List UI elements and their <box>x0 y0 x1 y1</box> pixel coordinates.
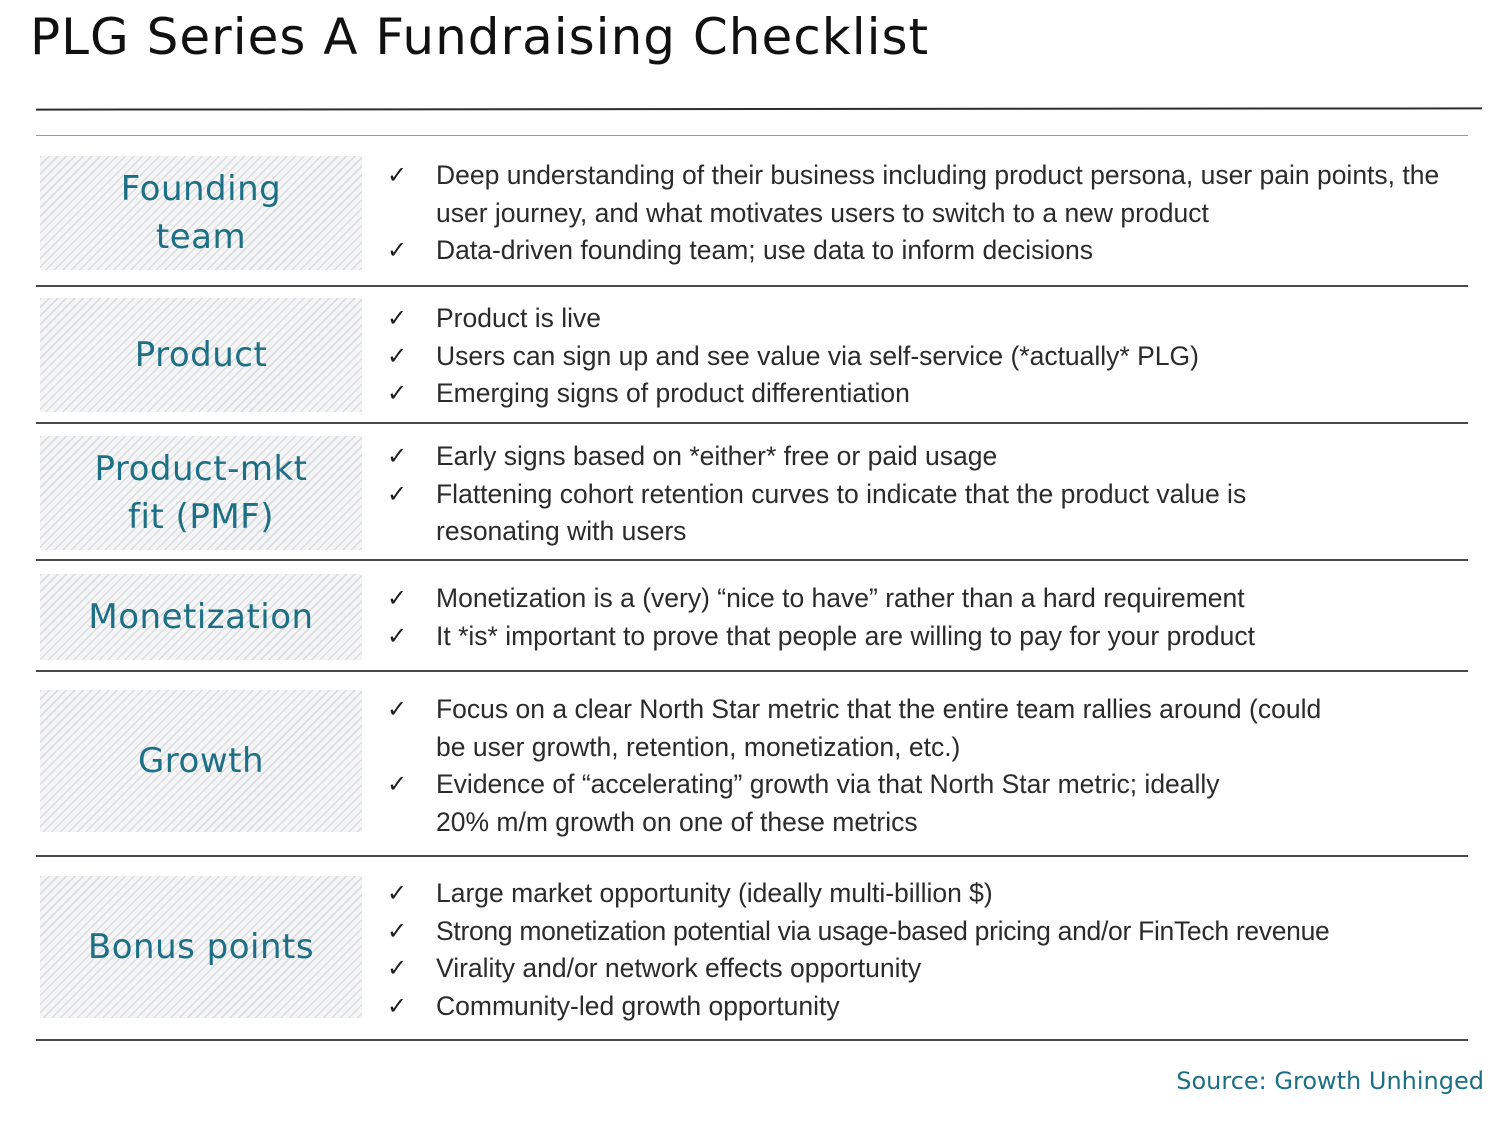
check-icon: ✓ <box>387 621 408 650</box>
checklist-item <box>385 766 1475 841</box>
check-icon: ✓ <box>387 379 408 407</box>
check-icon: ✓ <box>387 954 408 982</box>
row-divider <box>36 559 1468 561</box>
checklist-item <box>385 950 1475 988</box>
title-divider <box>36 107 1482 110</box>
pmf-checklist <box>385 438 1475 551</box>
check-icon: ✓ <box>387 916 407 945</box>
table-top-divider <box>36 135 1468 136</box>
checklist-item-text: Emerging signs of product differentiation <box>436 378 910 408</box>
check-icon: ✓ <box>387 991 408 1020</box>
checklist-item-text: Early signs based on *either* free or paid usage <box>436 441 998 471</box>
check-icon: ✓ <box>387 479 408 508</box>
checklist-item <box>385 232 1475 270</box>
checklist-item-text: Users can sign up and see value via self-service (*actually* PLG) <box>436 340 1199 371</box>
row-divider <box>36 285 1468 287</box>
checklist-item <box>385 913 1475 951</box>
checklist-item <box>385 157 1475 232</box>
checklist-item-text: Monetization is a (very) “nice to have” rather than a hard requirement <box>436 583 1245 613</box>
checklist-item-text: Flattening cohort retention curves to indicate that the product value is resonating with users <box>436 478 1247 546</box>
check-icon: ✓ <box>387 236 408 264</box>
checklist-item <box>385 476 1475 551</box>
page-title: PLG Series A Fundraising Checklist <box>30 8 930 66</box>
checklist-item <box>385 438 1475 476</box>
source-credit: Source: Growth Unhinged <box>1176 1067 1484 1095</box>
category-label: Product <box>134 335 268 375</box>
checklist-item-text: Deep understanding of their business including product persona, user pain points, the user journey, and what motivates users to switch to a new product <box>436 160 1440 228</box>
category-label: Bonus points <box>87 927 315 967</box>
checklist-item-text: Large market opportunity (ideally multi-billion $) <box>436 878 993 908</box>
check-icon: ✓ <box>387 695 408 723</box>
checklist-item-text: Evidence of “accelerating” growth via that North Star metric; ideally 20% m/m growth on one of these metrics <box>436 769 1220 837</box>
checklist-item <box>385 375 1475 413</box>
checklist-item-text: Focus on a clear North Star metric that the entire team rallies around (could be user growth, retention, monetization, etc.) <box>436 694 1322 762</box>
row-divider <box>36 422 1468 424</box>
row-divider <box>36 855 1468 857</box>
check-icon: ✓ <box>387 442 408 470</box>
category-product-market-fit <box>40 436 362 550</box>
founding-team-checklist <box>385 157 1475 270</box>
check-icon: ✓ <box>387 879 408 907</box>
growth-checklist <box>385 691 1475 841</box>
checklist-item <box>385 988 1475 1026</box>
category-label: Growth <box>137 741 265 781</box>
check-icon: ✓ <box>387 304 408 332</box>
checklist-item <box>385 875 1475 913</box>
category-bonus-points <box>40 876 362 1018</box>
product-checklist <box>385 300 1475 413</box>
checklist-item-text: Virality and/or network effects opportunity <box>436 953 922 983</box>
checklist-item <box>385 300 1475 338</box>
category-label: Product-mkt fit (PMF) <box>94 449 308 537</box>
check-icon: ✓ <box>387 584 408 612</box>
category-monetization <box>40 574 362 660</box>
check-icon: ✓ <box>387 341 408 370</box>
checklist-item-text: Product is live <box>436 303 601 333</box>
category-product <box>40 298 362 412</box>
checklist-item-text: Strong monetization potential via usage-based pricing and/or FinTech revenue <box>436 915 1330 946</box>
checklist-item <box>385 580 1475 618</box>
bonus-points-checklist <box>385 875 1475 1025</box>
check-icon: ✓ <box>387 161 408 189</box>
category-founding-team <box>40 156 362 270</box>
checklist-item-text: Community-led growth opportunity <box>436 990 840 1021</box>
checklist-item <box>385 691 1475 766</box>
monetization-checklist <box>385 580 1475 655</box>
row-divider <box>36 670 1468 672</box>
checklist-item <box>385 338 1475 376</box>
checklist-item-text: Data-driven founding team; use data to inform decisions <box>436 235 1093 265</box>
category-growth <box>40 690 362 832</box>
checklist-item <box>385 618 1475 656</box>
table-bottom-divider <box>36 1039 1468 1041</box>
check-icon: ✓ <box>387 770 408 798</box>
checklist-item-text: It *is* important to prove that people are willing to pay for your product <box>436 620 1255 651</box>
category-label: Founding team <box>120 169 282 257</box>
category-label: Monetization <box>88 597 314 637</box>
